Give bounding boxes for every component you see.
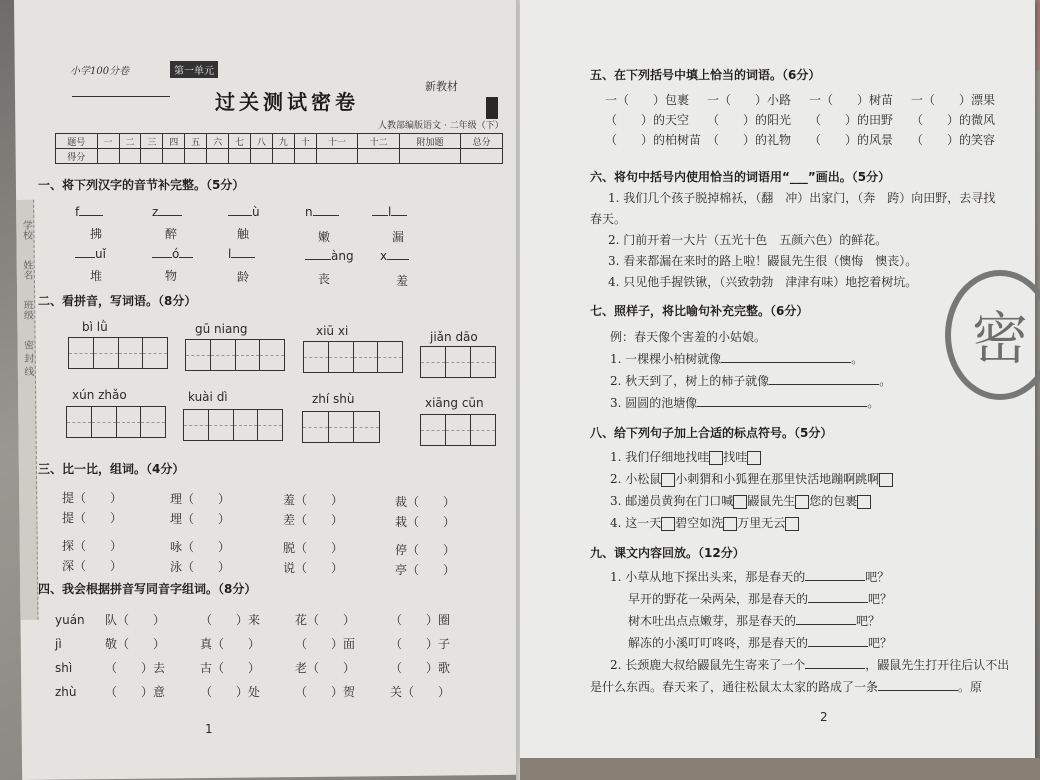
compare-column: 羞（ ） 差（ ） 脱（ ） 说（ ） [283, 493, 344, 575]
page-number: 1 [205, 722, 213, 736]
pinyin-blank: n [305, 205, 339, 219]
pinyin-label: kuài dì [188, 390, 228, 404]
score-cell: 六 [207, 134, 229, 149]
pinyin-blank: uǐ [75, 247, 106, 261]
recall-line: 2. 长颈鹿大叔给鼹鼠先生寄来了一个 ，鼹鼠先生打开往后认不出 [610, 658, 1010, 672]
score-cell: 九 [272, 134, 294, 149]
fill-row: （ ）的天空 （ ）的阳光 （ ）的田野 （ ）的微风 [605, 113, 996, 127]
punct-box[interactable] [785, 517, 799, 531]
punct-box[interactable] [733, 495, 747, 509]
score-cell: 得分 [56, 149, 98, 164]
writing-grid[interactable] [420, 346, 496, 378]
pinyin-label: xún zhǎo [72, 388, 127, 402]
recall-line: 1. 小草从地下探出头来，那是春天的 吧？ [610, 570, 890, 584]
section-heading: 五、在下列括号中填上恰当的词语。（6分） [590, 68, 821, 82]
fill-row: 一（ ）包裹 一（ ）小路 一（ ）树苗 一（ ）漂果 [605, 93, 996, 107]
confidential-seal: 密 [945, 270, 1040, 400]
pinyin-label: zhí shù [312, 392, 355, 406]
punct-box[interactable] [661, 517, 675, 531]
score-cell [399, 149, 460, 164]
score-cell [358, 149, 400, 164]
section-heading: 四、我会根据拼音写同音字组词。（8分） [38, 582, 257, 596]
punctuation-block [610, 446, 950, 534]
score-value-row [56, 149, 503, 164]
score-cell: 十 [294, 134, 316, 149]
hanzi: 物 [165, 269, 178, 283]
recall-line: 是什么东西。春天来了，通往松鼠太太家的路成了一条 。原 [590, 680, 983, 694]
score-cell: 八 [250, 134, 272, 149]
writing-grid[interactable] [68, 337, 168, 369]
score-header-row [56, 134, 503, 149]
punct-box[interactable] [723, 517, 737, 531]
recall-line: 早开的野花一朵两朵，那是春天的 吧？ [628, 592, 893, 606]
writing-grid[interactable] [302, 411, 380, 443]
punct-line: 3. 邮递员黄狗在门口喊 鼹鼠先生 您的包裹 [610, 490, 950, 512]
hanzi: 堆 [90, 269, 103, 283]
simile-line: 3. 圆圆的池塘像 。 [610, 396, 880, 410]
page-number: 2 [820, 710, 828, 724]
score-cell: 十一 [316, 134, 358, 149]
punct-box[interactable] [709, 451, 723, 465]
simile-line: 1. 一棵棵小柏树就像 。 [610, 352, 864, 366]
hanzi: 龄 [237, 270, 250, 284]
pinyin-label: jiǎn dāo [430, 330, 478, 344]
score-cell: 十二 [358, 134, 400, 149]
table-surface [520, 758, 1040, 780]
unit-tag: 第一单元 [170, 61, 218, 78]
section-heading: 二、看拼音，写词语。（8分） [38, 294, 197, 308]
new-edition-badge: 新教材 [425, 80, 458, 93]
writing-grid[interactable] [183, 409, 283, 441]
section-heading: 七、照样子，将比喻句补充完整。（6分） [590, 304, 809, 318]
hanzi: 漏 [392, 230, 405, 244]
score-cell: 题号 [56, 134, 98, 149]
score-cell: 四 [163, 134, 185, 149]
score-cell: 七 [229, 134, 251, 149]
punct-line: 2. 小松鼠 小刺猬和小狐狸在那里快活地蹦啊跳啊 [610, 468, 950, 490]
score-cell: 一 [97, 134, 119, 149]
pinyin-blank: z [152, 205, 182, 219]
pinyin-label: xiāng cūn [425, 396, 484, 410]
punct-box[interactable] [747, 451, 761, 465]
sentence: 3. 看来都漏在来时的路上啦！鼹鼠先生很（懊悔 懊丧）。 [608, 254, 918, 268]
score-cell [272, 149, 294, 164]
binding-strip [16, 200, 38, 620]
section-heading: 八、给下列句子加上合适的标点符号。（5分） [590, 426, 833, 440]
score-cell [163, 149, 185, 164]
section-heading: 一、将下列汉字的音节补完整。（5分） [38, 178, 245, 192]
writing-grid[interactable] [420, 414, 496, 446]
hanzi: 触 [237, 227, 250, 241]
simile-line: 2. 秋天到了，树上的柿子就像 。 [610, 374, 892, 388]
score-table [55, 133, 503, 164]
score-cell [185, 149, 207, 164]
homophone-block [55, 608, 515, 704]
hanzi: 丧 [318, 272, 331, 286]
hanzi: 嫩 [318, 230, 331, 244]
punct-line: 4. 这一天 碧空如洗 万里无云 [610, 512, 950, 534]
name-line [72, 96, 170, 97]
binding-label: 班级 [21, 299, 33, 320]
homophone-row: jì 敬（ ） 真（ ） （ ）面 （ ）子 [55, 637, 451, 651]
pinyin-blank: x [380, 249, 409, 263]
compare-column: 裁（ ） 栽（ ） 停（ ） 亭（ ） [395, 495, 456, 577]
score-cell: 附加题 [399, 134, 460, 149]
pinyin-blank: ó [152, 247, 193, 261]
writing-grid[interactable] [185, 339, 285, 371]
recall-line: 解冻的小溪叮叮咚咚，那是春天的 吧？ [628, 636, 893, 650]
score-cell [316, 149, 358, 164]
pinyin-blank: àng [305, 249, 354, 263]
hanzi: 羞 [396, 274, 409, 288]
recall-line: 树木吐出点点嫩芽，那是春天的 吧？ [628, 614, 881, 628]
choose-words-block [590, 188, 1010, 293]
score-cell [97, 149, 119, 164]
score-cell [229, 149, 251, 164]
punct-box[interactable] [795, 495, 809, 509]
logo: 小学100分卷 [70, 66, 130, 77]
punct-box[interactable] [879, 473, 893, 487]
score-cell [294, 149, 316, 164]
homophone-row: shì （ ）去 古（ ） 老（ ） （ ）歌 [55, 661, 451, 675]
section-heading: 九、课文内容回放。（12分） [590, 546, 745, 560]
writing-grid[interactable] [303, 341, 403, 373]
page-title: 过关测试密卷 [215, 90, 359, 114]
homophone-row: yuán 队（ ） （ ）来 花（ ） （ ）圈 [55, 613, 451, 627]
score-cell: 三 [141, 134, 163, 149]
pinyin-label: xiū xi [316, 324, 349, 338]
compare-column: 理（ ） 埋（ ） 咏（ ） 泳（ ） [170, 492, 231, 574]
score-cell [119, 149, 141, 164]
score-cell [141, 149, 163, 164]
sentence: 2. 门前开着一大片（五光十色 五颜六色）的鲜花。 [608, 233, 888, 247]
punct-line: 1. 我们仔细地找哇 找哇 [610, 446, 950, 468]
score-cell: 五 [185, 134, 207, 149]
pinyin-blank: ù [228, 205, 260, 219]
score-cell [250, 149, 272, 164]
pinyin-blank: l [372, 205, 407, 219]
decor-bar [486, 97, 498, 119]
edition-label: 人教部编版语文 · 二年级（下） [378, 121, 504, 131]
score-cell [461, 149, 503, 164]
pinyin-blank: f [75, 205, 103, 219]
binding-label: 学校 [20, 219, 32, 240]
score-cell: 总分 [461, 134, 503, 149]
writing-grid[interactable] [66, 406, 166, 438]
binding-label: 密 封 线 [21, 339, 33, 377]
simile-block [610, 326, 950, 414]
example: 例：春天像个害羞的小姑娘。 [610, 330, 767, 344]
compare-column: 提（ ） 提（ ） 探（ ） 深（ ） [62, 491, 123, 573]
homophone-row: zhù （ ）意 （ ）处 （ ）贺 关（ ） [55, 685, 451, 699]
pinyin-blank: l [228, 247, 255, 261]
punct-box[interactable] [857, 495, 871, 509]
sentence: 1. 我们几个孩子脱掉棉袄，（翻 冲）出家门，（奔 跨）向田野，去寻找 [608, 191, 996, 205]
score-cell [207, 149, 229, 164]
pinyin-label: bì lǜ [82, 320, 108, 334]
sentence: 春天。 [590, 212, 627, 226]
pinyin-label: gū niang [195, 322, 248, 336]
hanzi: 醉 [165, 227, 178, 241]
fill-row: （ ）的柏树苗 （ ）的礼物 （ ）的风景 （ ）的笑容 [605, 133, 996, 147]
section-heading: 六、将句中括号内使用恰当的词语用“___”画出。（5分） [590, 170, 891, 184]
recall-block [590, 566, 1020, 698]
punct-box[interactable] [661, 473, 675, 487]
binding-label: 姓名 [20, 259, 32, 280]
score-cell: 二 [119, 134, 141, 149]
fill-words-block [605, 90, 1005, 150]
hanzi: 拂 [90, 227, 103, 241]
section-heading: 三、比一比，组词。（4分） [38, 462, 185, 476]
sentence: 4. 只见他手握铁锹，（兴致勃勃 津津有味）地挖着树坑。 [608, 275, 918, 289]
